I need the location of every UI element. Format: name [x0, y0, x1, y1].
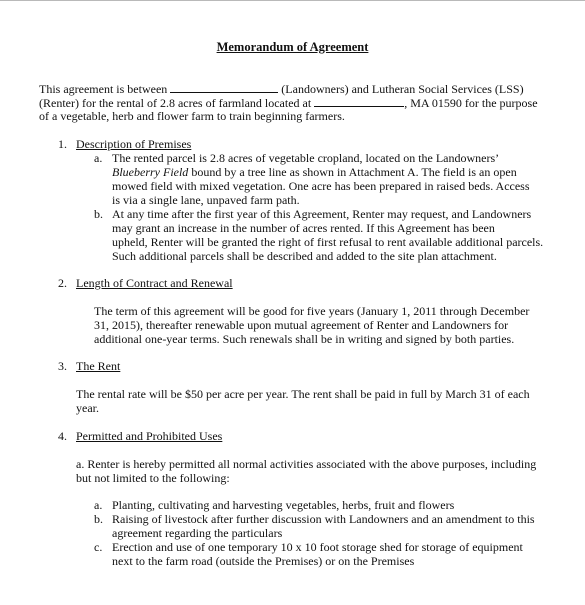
intro-line-3: of a vegetable, herb and flower farm to train beginning farmers. [39, 109, 345, 123]
section-4-item-c-line-2: next to the farm road (outside the Premises) or on the Premises [112, 554, 415, 568]
section-1-item-a-line-1: The rented parcel is 2.8 acres of vegetable cropland, located on the Landowners’ [112, 151, 500, 165]
section-4-item-b-line-1: Raising of livestock after further discussion with Landowners and an amendment to this [112, 512, 535, 526]
section-1-heading: Description of Premises [76, 137, 192, 151]
landowners-blank [170, 81, 278, 93]
section-3-line-2: year. [76, 401, 99, 415]
section-4-item-b-line-2: agreement regarding the particulars [112, 526, 283, 540]
location-blank [314, 95, 404, 107]
section-2-heading: Length of Contract and Renewal [76, 276, 233, 290]
page-top-edge [0, 0, 585, 1]
section-1-item-a-line-3: mowed field with mixed vegetation. One acre has been prepared in raised beds. Access [112, 179, 530, 193]
intro-line-2: (Renter) for the rental of 2.8 acres of farmland located at , MA 01590 for the purpose [39, 96, 538, 110]
section-1-item-a-line-4: is via a single lane, unpaved farm path. [112, 193, 300, 207]
section-4-item-c-line-1: Erection and use of one temporary 10 x 10 foot storage shed for storage of equipment [112, 540, 523, 554]
section-3-heading: The Rent [76, 359, 121, 373]
section-4-paragraph-line-1: a. Renter is hereby permitted all normal activities associated with the above purposes, including [76, 457, 537, 471]
section-4-item-c-marker: c. [94, 540, 103, 554]
section-1-item-b-marker: b. [94, 207, 103, 221]
section-1-number: 1. [58, 137, 67, 151]
section-4-heading: Permitted and Prohibited Uses [76, 429, 223, 443]
section-4-item-a-marker: a. [94, 498, 103, 512]
section-4-item-a-line-1: Planting, cultivating and harvesting vegetables, herbs, fruit and flowers [112, 498, 455, 512]
section-1-item-b-line-4: Such additional parcels shall be described and added to the site plan attachment. [112, 249, 497, 263]
section-1-item-a-marker: a. [94, 151, 103, 165]
section-3-number: 3. [58, 359, 67, 373]
section-4-paragraph-line-2: but not limited to the following: [76, 471, 230, 485]
section-2-line-3: additional one-year terms. Such renewals shall be in writing and signed by both parties. [94, 332, 515, 346]
section-1-item-b-line-1: At any time after the first year of this Agreement, Renter may request, and Landowners [112, 207, 532, 221]
section-1-item-a-line-2: Blueberry Field bound by a tree line as shown in Attachment A. The field is an open [112, 165, 517, 179]
intro-line-1: This agreement is between (Landowners) and Lutheran Social Services (LSS) [39, 82, 524, 96]
section-1-item-b-line-2: may grant an increase in the number of acres rented. If this Agreement has been [112, 221, 495, 235]
section-4-item-b-marker: b. [94, 512, 103, 526]
section-2-line-2: 31, 2015), thereafter renewable upon mutual agreement of Renter and Landowners for [94, 318, 509, 332]
section-2-number: 2. [58, 276, 67, 290]
section-4-number: 4. [58, 429, 67, 443]
document-title: Memorandum of Agreement [216, 40, 369, 54]
section-2-line-1: The term of this agreement will be good for five years (January 1, 2011 through December [94, 304, 530, 318]
section-1-item-b-line-3: upheld, Renter will be granted the right of first refusal to rent available additional parcels. [112, 235, 544, 249]
section-3-line-1: The rental rate will be $50 per acre per year. The rent shall be paid in full by March 31 of each [76, 387, 530, 401]
